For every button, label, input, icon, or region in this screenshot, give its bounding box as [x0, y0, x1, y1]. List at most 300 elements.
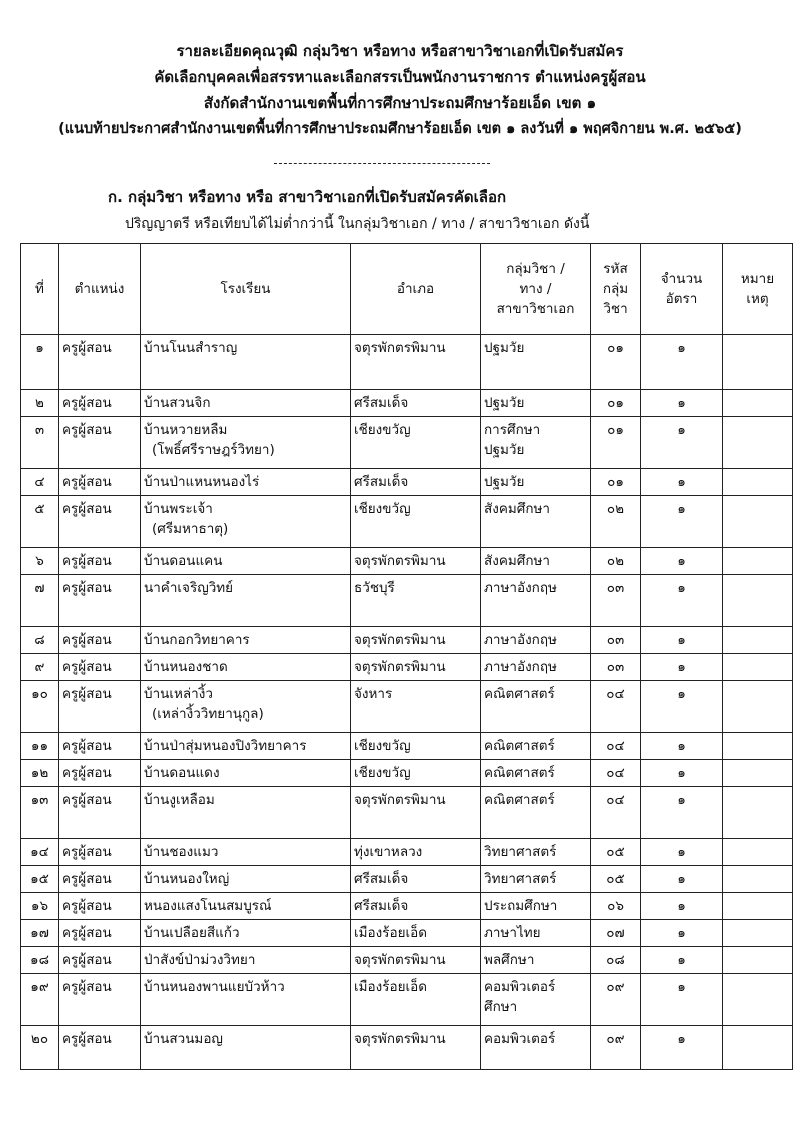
row-quantity: [641, 417, 723, 469]
row-subject-text: คณิตศาสตร์: [484, 792, 555, 808]
row-position: [59, 947, 141, 974]
row-number-text: ๑๑: [30, 738, 49, 754]
row-school-text: บ้านสวนจิก: [144, 395, 211, 411]
col-header-no: ที่: [21, 244, 59, 335]
row-number: [21, 627, 59, 654]
row-remark: [723, 839, 793, 866]
row-district-text: เมืองร้อยเอ็ด: [354, 925, 427, 941]
row-position: [59, 417, 141, 469]
row-quantity-text: ๑: [677, 952, 686, 968]
row-subject: [481, 733, 591, 760]
row-subject-code-text: ๐๙: [606, 1031, 625, 1047]
row-school: [141, 866, 351, 893]
row-quantity-text: ๑: [677, 340, 686, 356]
row-district-text: ทุ่งเขาหลวง: [354, 844, 423, 860]
row-school: [141, 390, 351, 417]
row-subject: [481, 654, 591, 681]
row-quantity: [641, 974, 723, 1026]
row-subject-code: [591, 866, 641, 893]
col-header-remark: หมาย เหตุ: [723, 244, 793, 335]
row-position: [59, 335, 141, 390]
row-district: [351, 654, 481, 681]
table-row: [21, 866, 793, 893]
doc-title-line-3: สังกัดสำนักงานเขตพื้นที่การศึกษาประถมศึกษาร้อยเอ็ด เขต ๑: [203, 94, 597, 112]
row-position-text: ครูผู้สอน: [62, 395, 112, 411]
row-subject-text: ภาษาอังกฤษ: [484, 632, 557, 648]
row-district: [351, 390, 481, 417]
row-quantity-text: ๑: [677, 925, 686, 941]
col-header-quantity: จำนวน อัตรา: [641, 244, 723, 335]
row-number: [21, 947, 59, 974]
row-position: [59, 760, 141, 787]
row-subject: [481, 681, 591, 733]
table-row: [21, 893, 793, 920]
row-school: [141, 947, 351, 974]
row-quantity: [641, 787, 723, 839]
row-school-text: บ้านดอนแดง: [144, 765, 220, 781]
row-subject-code: [591, 760, 641, 787]
row-district: [351, 335, 481, 390]
row-number-text: ๒: [35, 395, 44, 411]
row-subject-text: คณิตศาสตร์: [484, 738, 555, 754]
row-quantity-text: ๑: [677, 580, 686, 596]
row-number: [21, 920, 59, 947]
row-subject-code-text: ๐๕: [606, 871, 625, 887]
row-subject-code: [591, 469, 641, 496]
row-school: [141, 469, 351, 496]
row-school-text: บ้านดอนแคน: [144, 553, 223, 569]
table-row: [21, 627, 793, 654]
row-remark: [723, 787, 793, 839]
row-subject-text: ปฐมวัย: [484, 474, 525, 490]
row-number: [21, 839, 59, 866]
table-row: [21, 920, 793, 947]
row-subject-text: ภาษาอังกฤษ: [484, 659, 557, 675]
table-row: [21, 654, 793, 681]
row-number: [21, 866, 59, 893]
row-position-text: ครูผู้สอน: [62, 474, 112, 490]
row-district: [351, 469, 481, 496]
row-position-text: ครูผู้สอน: [62, 632, 112, 648]
row-school: [141, 733, 351, 760]
row-school: [141, 627, 351, 654]
row-subject: [481, 575, 591, 627]
row-district-text: จตุรพักตรพิมาน: [354, 553, 446, 569]
row-quantity-text: ๑: [677, 792, 686, 808]
row-subject: [481, 1026, 591, 1070]
row-number-text: ๖: [35, 553, 44, 569]
row-school-text: บ้านสวนมอญ: [144, 1031, 223, 1047]
row-quantity: [641, 654, 723, 681]
row-position-text: ครูผู้สอน: [62, 422, 112, 438]
row-subject-text: ภาษาอังกฤษ: [484, 580, 557, 596]
row-district-text: ศรีสมเด็จ: [354, 474, 409, 490]
row-school-text: บ้านชองแมว: [144, 844, 219, 860]
row-subject-code-text: ๐๘: [606, 952, 625, 968]
row-number-text: ๔: [34, 474, 45, 490]
row-subject-text: คณิตศาสตร์: [484, 765, 555, 781]
row-subject: [481, 417, 591, 469]
row-subject-code: [591, 627, 641, 654]
row-subject: [481, 787, 591, 839]
row-subject-code: [591, 390, 641, 417]
row-quantity-text: ๑: [677, 738, 686, 754]
row-position: [59, 681, 141, 733]
row-district-text: ศรีสมเด็จ: [354, 395, 409, 411]
row-school: [141, 548, 351, 575]
row-quantity: [641, 548, 723, 575]
row-position-text: ครูผู้สอน: [62, 553, 112, 569]
row-district-text: เมืองร้อยเอ็ด: [354, 979, 427, 995]
row-remark: [723, 417, 793, 469]
row-district-text: เชียงขวัญ: [354, 765, 411, 781]
row-position: [59, 548, 141, 575]
row-district: [351, 733, 481, 760]
row-district: [351, 681, 481, 733]
row-subject-code: [591, 548, 641, 575]
row-district: [351, 417, 481, 469]
table-row: [21, 335, 793, 390]
row-remark: [723, 654, 793, 681]
row-position: [59, 575, 141, 627]
row-number-text: ๑๕: [30, 871, 49, 887]
row-subject-text: วิทยาศาสตร์: [484, 871, 557, 887]
row-position: [59, 654, 141, 681]
row-subject: [481, 920, 591, 947]
row-number-text: ๑: [35, 340, 44, 356]
row-quantity-text: ๑: [677, 898, 686, 914]
row-number-text: ๙: [34, 659, 45, 675]
row-subject-code-text: ๐๔: [606, 686, 625, 702]
row-school-text: บ้านพระเจ้า: [144, 501, 213, 517]
table-row: [21, 390, 793, 417]
table-row: [21, 760, 793, 787]
row-remark: [723, 760, 793, 787]
row-school-text: บ้านป่าสุ่มหนองปิงวิทยาคาร: [144, 738, 307, 754]
row-remark: [723, 575, 793, 627]
row-subject-code: [591, 787, 641, 839]
row-subject-text: พลศึกษา: [484, 952, 535, 968]
row-subject-text: สังคมศึกษา: [484, 553, 550, 569]
table-header-row: [21, 244, 793, 335]
row-quantity: [641, 866, 723, 893]
row-position: [59, 787, 141, 839]
row-school-text: บ้านเหล่างิ้ว: [144, 686, 213, 702]
row-quantity: [641, 733, 723, 760]
row-remark: [723, 469, 793, 496]
row-subject-code: [591, 1026, 641, 1070]
row-number-text: ๑๐: [31, 686, 48, 702]
row-subject: [481, 866, 591, 893]
row-number-text: ๑๓: [30, 792, 49, 808]
row-subject-code-text: ๐๒: [606, 501, 625, 517]
row-remark: [723, 893, 793, 920]
table-row: [21, 947, 793, 974]
row-quantity: [641, 920, 723, 947]
row-number-text: ๗: [34, 580, 45, 596]
row-school-text: บ้านหนองใหญ่: [144, 871, 230, 887]
row-subject-code-text: ๐๑: [607, 422, 624, 438]
row-subject-code-text: ๐๓: [606, 632, 625, 648]
row-position-text: ครูผู้สอน: [62, 952, 112, 968]
row-quantity: [641, 496, 723, 548]
row-subject: [481, 839, 591, 866]
table-row: [21, 575, 793, 627]
row-quantity-text: ๑: [677, 871, 686, 887]
row-position-text: ครูผู้สอน: [62, 979, 112, 995]
row-district: [351, 627, 481, 654]
row-subject-text: ประถมศึกษา: [484, 898, 558, 914]
row-number-text: ๑๔: [30, 844, 49, 860]
row-position-text: ครูผู้สอน: [62, 738, 112, 754]
positions-table: [20, 243, 793, 1070]
doc-title-line-4: (แนบท้ายประกาศสำนักงานเขตพื้นที่การศึกษาประถมศึกษาร้อยเอ็ด เขต ๑ ลงวันที่ ๑ พฤศจิกายน พ.ศ. ๒๕๖๕): [58, 121, 742, 137]
table-row: [21, 417, 793, 469]
row-subject-text: ปฐมวัย: [484, 395, 525, 411]
row-school-text: บ้านงูเหลือม: [144, 792, 215, 808]
row-district-text: จตุรพักตรพิมาน: [354, 792, 446, 808]
row-subject-text: สังคมศึกษา: [484, 501, 550, 517]
row-position-text: ครูผู้สอน: [62, 898, 112, 914]
row-subject-text: วิทยาศาสตร์: [484, 844, 557, 860]
row-remark: [723, 496, 793, 548]
row-district-text: ศรีสมเด็จ: [354, 871, 409, 887]
row-number: [21, 681, 59, 733]
row-subject-text: ภาษาไทย: [484, 925, 541, 941]
col-header-code: รหัส กลุ่ม วิชา: [591, 244, 641, 335]
row-position-text: ครูผู้สอน: [62, 871, 112, 887]
row-subject: [481, 947, 591, 974]
row-school: [141, 1026, 351, 1070]
row-position-text: ครูผู้สอน: [62, 659, 112, 675]
row-number: [21, 335, 59, 390]
row-school-line-2: (ศรีมหาธาตุ): [152, 521, 229, 537]
row-quantity-text: ๑: [677, 765, 686, 781]
section-subtitle: ปริญญาตรี หรือเทียบได้ไม่ต่ำกว่านี้ ในกลุ่มวิชาเอก / ทาง / สาขาวิชาเอก ดังนี้: [125, 216, 590, 232]
row-subject-text: ปฐมวัย: [484, 340, 525, 356]
row-subject-code: [591, 335, 641, 390]
row-school: [141, 920, 351, 947]
row-number-text: ๑๗: [30, 925, 49, 941]
row-quantity: [641, 335, 723, 390]
table-row: [21, 1026, 793, 1070]
row-position: [59, 496, 141, 548]
row-school-text: บ้านหนองพานแยบัวห้าว: [144, 979, 285, 995]
row-subject-text: คณิตศาสตร์: [484, 686, 555, 702]
row-subject-code: [591, 947, 641, 974]
row-number: [21, 390, 59, 417]
row-school: [141, 417, 351, 469]
row-position: [59, 469, 141, 496]
row-school-text: หนองแสงโนนสมบูรณ์: [144, 898, 272, 914]
row-quantity-text: ๑: [677, 501, 686, 517]
row-subject-code-text: ๐๑: [607, 340, 624, 356]
row-remark: [723, 1026, 793, 1070]
row-position-text: ครูผู้สอน: [62, 580, 112, 596]
row-quantity: [641, 575, 723, 627]
row-subject: [481, 335, 591, 390]
row-district: [351, 496, 481, 548]
col-header-subject: กลุ่มวิชา / ทาง / สาขาวิชาเอก: [481, 244, 591, 335]
row-district-text: ธวัชบุรี: [354, 580, 395, 596]
row-school: [141, 787, 351, 839]
row-quantity-text: ๑: [677, 422, 686, 438]
row-number: [21, 469, 59, 496]
row-district: [351, 893, 481, 920]
row-district: [351, 787, 481, 839]
row-school: [141, 575, 351, 627]
row-subject-code-text: ๐๒: [606, 553, 625, 569]
row-school: [141, 681, 351, 733]
row-quantity-text: ๑: [677, 844, 686, 860]
section-title: ก. กลุ่มวิชา หรือทาง หรือ สาขาวิชาเอกที่เปิดรับสมัครคัดเลือก: [108, 188, 507, 206]
row-quantity: [641, 627, 723, 654]
row-number: [21, 496, 59, 548]
row-quantity: [641, 390, 723, 417]
row-subject-code-text: ๐๓: [606, 659, 625, 675]
row-school-text: บ้านเปลือยสีแก้ว: [144, 925, 240, 941]
col-header-district: อำเภอ: [351, 244, 481, 335]
row-number-text: ๘: [34, 632, 45, 648]
row-school-text: บ้านหวายหลืม: [144, 422, 228, 438]
row-position-text: ครูผู้สอน: [62, 686, 112, 702]
row-remark: [723, 681, 793, 733]
row-school: [141, 335, 351, 390]
row-school-text: บ้านหนองชาด: [144, 659, 228, 675]
row-remark: [723, 335, 793, 390]
row-school: [141, 496, 351, 548]
row-number: [21, 1026, 59, 1070]
row-quantity-text: ๑: [677, 686, 686, 702]
row-position: [59, 839, 141, 866]
row-subject-line-2: ปฐมวัย: [484, 442, 525, 458]
table-row: [21, 974, 793, 1026]
table-row: [21, 469, 793, 496]
row-subject-code: [591, 920, 641, 947]
row-number-text: ๑๖: [30, 898, 49, 914]
row-quantity-text: ๑: [677, 553, 686, 569]
table-row: [21, 733, 793, 760]
row-district: [351, 947, 481, 974]
doc-title-line-2: คัดเลือกบุคคลเพื่อสรรหาและเลือกสรรเป็นพนักงานราชการ ตำแหน่งครูผู้สอน: [154, 68, 646, 86]
row-remark: [723, 733, 793, 760]
row-position: [59, 920, 141, 947]
row-number: [21, 575, 59, 627]
row-position-text: ครูผู้สอน: [62, 501, 112, 517]
row-subject-line-2: ศึกษา: [484, 999, 518, 1015]
row-number: [21, 760, 59, 787]
col-header-position: ตำแหน่ง: [59, 244, 141, 335]
row-subject-code: [591, 575, 641, 627]
row-school-text: บ้านโนนสำราญ: [144, 340, 238, 356]
row-number-text: ๑๘: [30, 952, 49, 968]
row-quantity-text: ๑: [677, 474, 686, 490]
row-district-text: จตุรพักตรพิมาน: [354, 340, 446, 356]
row-subject-code-text: ๐๓: [606, 580, 625, 596]
row-position-text: ครูผู้สอน: [62, 765, 112, 781]
row-school: [141, 654, 351, 681]
title-divider: [274, 163, 490, 164]
row-school-line-2: (เหล่างิ้ววิทยานุกูล): [152, 706, 264, 722]
row-remark: [723, 920, 793, 947]
row-district: [351, 760, 481, 787]
row-subject-code: [591, 733, 641, 760]
row-subject: [481, 893, 591, 920]
row-district-text: เชียงขวัญ: [354, 738, 411, 754]
row-quantity: [641, 469, 723, 496]
row-district-text: ศรีสมเด็จ: [354, 898, 409, 914]
row-school: [141, 839, 351, 866]
row-school-text: บ้านกอกวิทยาคาร: [144, 632, 250, 648]
row-number: [21, 548, 59, 575]
row-quantity: [641, 893, 723, 920]
row-school-text: นาคำเจริญวิทย์: [144, 580, 234, 596]
row-school-text: ป่าสังข์ป่าม่วงวิทยา: [144, 952, 256, 968]
row-district: [351, 920, 481, 947]
row-remark: [723, 390, 793, 417]
row-subject-code-text: ๐๔: [606, 792, 625, 808]
row-subject-text: การศึกษา: [484, 422, 541, 438]
row-number-text: ๕: [34, 501, 45, 517]
row-position-text: ครูผู้สอน: [62, 792, 112, 808]
row-district: [351, 575, 481, 627]
table-row: [21, 681, 793, 733]
row-position-text: ครูผู้สอน: [62, 925, 112, 941]
row-district-text: จตุรพักตรพิมาน: [354, 1031, 446, 1047]
row-remark: [723, 974, 793, 1026]
row-subject-text: คอมพิวเตอร์: [484, 1031, 556, 1047]
row-district-text: เชียงขวัญ: [354, 501, 411, 517]
row-district: [351, 548, 481, 575]
row-district: [351, 974, 481, 1026]
row-quantity-text: ๑: [677, 1031, 686, 1047]
row-quantity-text: ๑: [677, 659, 686, 675]
row-remark: [723, 627, 793, 654]
row-subject-code-text: ๐๔: [606, 765, 625, 781]
row-subject-code: [591, 893, 641, 920]
row-subject-code: [591, 417, 641, 469]
doc-title-line-1: รายละเอียดคุณวุฒิ กลุ่มวิชา หรือทาง หรือสาขาวิชาเอกที่เปิดรับสมัคร: [176, 42, 624, 60]
row-number: [21, 733, 59, 760]
table-row: [21, 839, 793, 866]
row-subject: [481, 548, 591, 575]
row-position: [59, 390, 141, 417]
row-district: [351, 839, 481, 866]
row-district-text: จตุรพักตรพิมาน: [354, 632, 446, 648]
row-subject-code: [591, 496, 641, 548]
row-position: [59, 627, 141, 654]
row-number: [21, 974, 59, 1026]
row-subject-code-text: ๐๗: [606, 925, 625, 941]
row-subject-text: คอมพิวเตอร์: [484, 979, 556, 995]
row-school-text: บ้านป่าแหนหนองไร่: [144, 474, 260, 490]
row-school: [141, 760, 351, 787]
row-subject-code: [591, 839, 641, 866]
row-school: [141, 974, 351, 1026]
row-number-text: ๑๒: [30, 765, 49, 781]
row-position: [59, 1026, 141, 1070]
row-remark: [723, 548, 793, 575]
row-school: [141, 893, 351, 920]
row-position-text: ครูผู้สอน: [62, 1031, 112, 1047]
row-subject-code-text: ๐๑: [607, 395, 624, 411]
row-position: [59, 893, 141, 920]
row-subject: [481, 627, 591, 654]
row-number: [21, 654, 59, 681]
row-remark: [723, 866, 793, 893]
table-row: [21, 548, 793, 575]
row-school-line-2: (โพธิ์ศรีราษฎร์วิทยา): [152, 442, 275, 458]
